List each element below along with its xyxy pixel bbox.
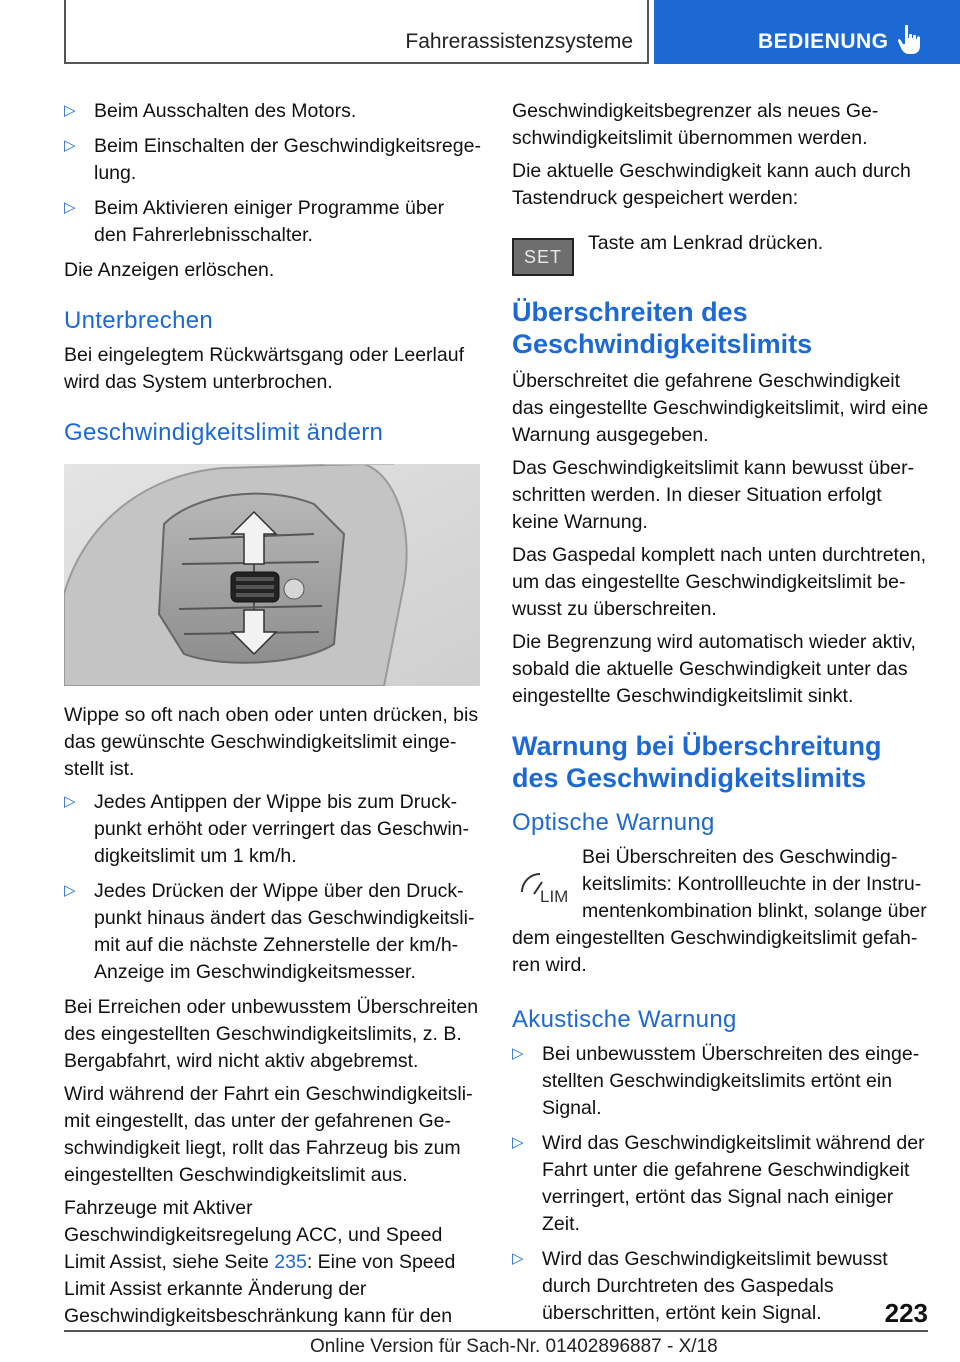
triangle-bullet-icon: ▷ xyxy=(64,882,76,899)
heading-optische-warnung: Optische Warnung xyxy=(512,809,715,836)
lim-label: LIM xyxy=(540,887,569,906)
triangle-bullet-icon: ▷ xyxy=(512,1134,524,1151)
section-title: Fahrerassistenzsysteme xyxy=(405,30,633,53)
paragraph: Bei eingelegtem Rückwärtsgang oder Leerlauf wird das System unterbrochen. xyxy=(64,344,464,393)
list-item: ▷ Wird das Geschwindigkeitslimit bewusst durch Durchtreten des Gaspedals überschritten, ertönt kein Signal. xyxy=(512,1248,888,1324)
list-item: ▷ Bei unbewusstem Überschreiten des eingestellten Geschwindigkeitslimits ertönt ein Signal. xyxy=(512,1043,920,1119)
list-item: ▷ Jedes Drücken der Wippe über den Druckpunkt hinaus ändert das Geschwindigkeitslimit auf die nächste Zehnerstelle der km/h-Anzeige im Geschwindigkeitsmesser. xyxy=(64,880,475,983)
paragraph: Bei Erreichen oder unbewusstem Überschreiten des eingestellten Geschwindigkeitslimits, z. B. Bergabfahrt, wird nicht aktiv abgebremst. xyxy=(64,996,479,1072)
heading-akustische-warnung: Akustische Warnung xyxy=(512,1006,737,1033)
right-column xyxy=(512,98,930,1335)
triangle-bullet-icon: ▷ xyxy=(64,102,76,119)
paragraph: Geschwindigkeitsbegrenzer als neues Geschwindigkeitslimit übernommen werden. xyxy=(512,100,879,149)
paragraph: Die aktuelle Geschwindigkeit kann auch durch Tastendruck gespeichert werden: xyxy=(512,160,911,209)
list-item: ▷ Jedes Antippen der Wippe bis zum Druckpunkt erhöht oder verringert das Geschwindigkeitslimit um 1 km/h. xyxy=(64,791,470,867)
paragraph: Die Anzeigen erlöschen. xyxy=(64,259,275,281)
footer-divider xyxy=(64,1330,928,1332)
paragraph: Bei Überschreiten des Geschwindigkeitslimits: Kontrollleuchte in der Instrumentenkombination blinkt, solange über dem eingestellten Geschwindigkeitslimit gefahren wird. xyxy=(512,846,927,976)
left-column xyxy=(64,98,482,1336)
set-button-icon: SET xyxy=(512,238,574,276)
paragraph: Das Gaspedal komplett nach unten durchtreten, um das eingestellte Geschwindigkeitslimit bewusst zu überschreiten. xyxy=(512,544,927,620)
header-section-box xyxy=(64,0,649,64)
paragraph: Taste am Lenkrad drücken. xyxy=(588,232,824,254)
triangle-bullet-icon: ▷ xyxy=(512,1250,524,1267)
pointing-hand-icon xyxy=(896,24,924,56)
paragraph: Wird während der Fahrt ein Geschwindigkeitslimit eingestellt, das unter der gefahrenen Geschwindigkeit liegt, rollt das Fahrzeug bis zum eingestellten Geschwindigkeitslimit aus. xyxy=(64,1083,473,1186)
lim-warning-block xyxy=(512,844,930,979)
paragraph: Das Geschwindigkeitslimit kann bewusst überschritten werden. In dieser Situation erfolgt keine Warnung. xyxy=(512,457,915,533)
chapter-title: BEDIENUNG xyxy=(758,30,889,53)
triangle-bullet-icon: ▷ xyxy=(512,1045,524,1062)
list-item: ▷ Beim Ausschalten des Motors. xyxy=(64,100,357,122)
paragraph: Überschreitet die gefahrene Geschwindigkeit das eingestellte Geschwindigkeitslimit, wird eine Warnung ausgegeben. xyxy=(512,370,929,446)
page-link[interactable]: 235 xyxy=(274,1251,307,1273)
triangle-bullet-icon: ▷ xyxy=(64,793,76,810)
steering-wheel-rocker-image xyxy=(64,464,480,686)
heading-warnung: Warnung bei Überschreitung des Geschwindigkeitslimits xyxy=(512,731,882,793)
footer-online-version: Online Version für Sach-Nr. 01402896887 - X/18 xyxy=(310,1336,718,1357)
triangle-bullet-icon: ▷ xyxy=(64,137,76,154)
heading-unterbrechen: Unterbrechen xyxy=(64,307,214,334)
list-item: ▷ Beim Aktivieren einiger Programme über den Fahrerlebnisschalter. xyxy=(64,197,445,246)
heading-limit-aendern: Geschwindigkeitslimit ändern xyxy=(64,419,384,446)
paragraph: Wippe so oft nach oben oder unten drücken, bis das gewünschte Geschwindigkeitslimit eingestellt ist. xyxy=(64,704,479,780)
set-button-row xyxy=(512,222,930,276)
header-chapter-tab[interactable] xyxy=(654,0,960,64)
list-item: ▷ Wird das Geschwindigkeitslimit während der Fahrt unter die gefahrene Geschwindigkeit verringert, ertönt das Signal nach einiger Zeit. xyxy=(512,1132,925,1235)
paragraph-acc: Fahrzeuge mit Aktiver Geschwindigkeitsregelung ACC, und Speed Limit Assist, siehe Seite 235: Eine von Speed Limit Assist erkannte Änderung der Geschwindigkeitsbeschränkung kann für den xyxy=(64,1197,456,1327)
page-number: 223 xyxy=(884,1298,928,1328)
heading-ueberschreiten: Überschreiten des Geschwindigkeitslimits xyxy=(512,297,813,359)
speed-limit-lim-icon xyxy=(512,858,578,918)
list-item: ▷ Beim Einschalten der Geschwindigkeitsregelung. xyxy=(64,135,481,184)
paragraph: Die Begrenzung wird automatisch wieder aktiv, sobald die aktuelle Geschwindigkeit unter das eingestellte Geschwindigkeitslimit sinkt. xyxy=(512,631,916,707)
triangle-bullet-icon: ▷ xyxy=(64,199,76,216)
